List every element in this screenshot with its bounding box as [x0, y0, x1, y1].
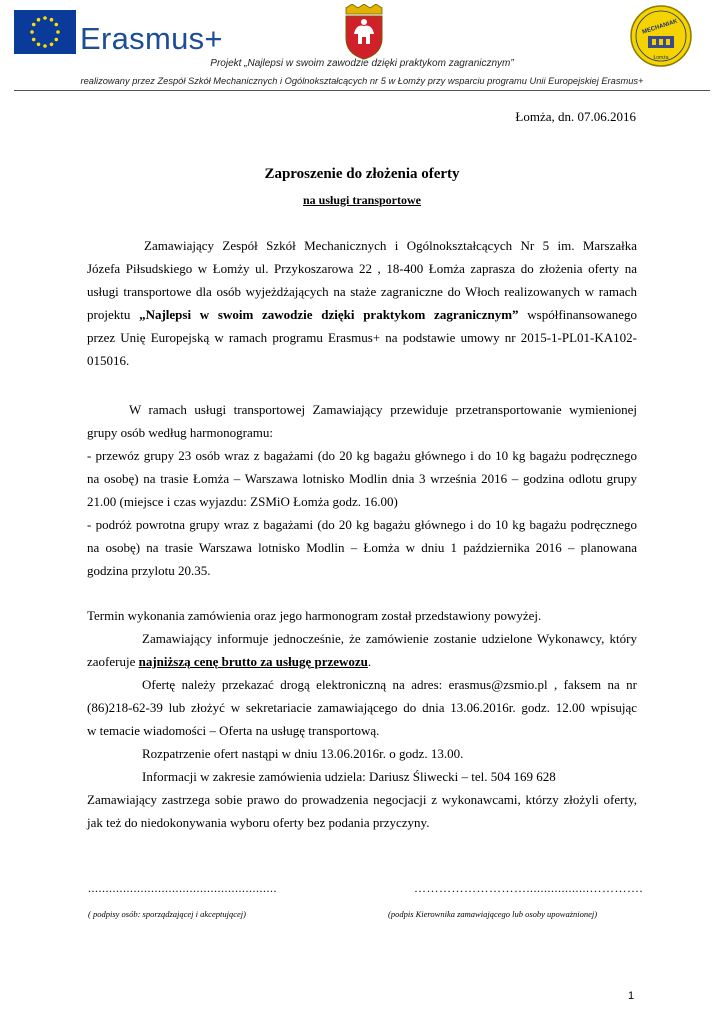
paragraph-line: na osobę) na trasie Łomża – Warszawa lotnisko Modlin dnia 3 września 2016 – godzina odlotu grupy	[87, 471, 637, 486]
document-subtitle: na usługi transportowe	[302, 193, 421, 207]
paragraph-line: Ofertę należy przekazać drogą elektroniczną na adres: erasmus@zsmio.pl , faksem na nr	[142, 677, 637, 692]
text-fragment: zaoferuje	[87, 654, 136, 669]
badge-city: Łomża	[653, 55, 669, 61]
paragraph-invitation	[87, 234, 637, 372]
paragraph-line: Termin wykonania zamówienia oraz jego harmonogram został przedstawiony powyżej.	[87, 608, 542, 623]
erasmus-logo-text: Erasmus+	[80, 21, 223, 56]
text-fragment: .	[367, 654, 372, 669]
signature-line-right: ………………………..................………….	[414, 881, 643, 895]
paragraph-line: 015016.	[87, 353, 130, 368]
realized-line: realizowany przez Zespół Szkół Mechanicznych i Ogólnokształcących nr 5 w Łomży przy wsparciu programu Unii Europejskiej Erasmus+	[80, 76, 644, 86]
project-name: „Najlepsi w swoim zawodzie dzięki praktykom zagranicznym”	[139, 307, 519, 322]
paragraph-line: usługi transportowe dla osób wyjeżdżających na staże zagraniczne do Włoch realizowanych w ramach	[87, 284, 637, 299]
paragraph-schedule	[87, 398, 637, 582]
paragraph-line: 21.00 (miejsce i czas wyjazdu: ZSMiO Łomża godz. 16.00)	[87, 494, 398, 509]
paragraph-line: W ramach usługi transportowej Zamawiający przewiduje przetransportowanie wymienionej	[129, 402, 637, 417]
paragraph-line: - podróż powrotna grupy wraz z bagażami (do 20 kg bagażu głównego i do 10 kg bagażu podręcznego	[87, 517, 637, 532]
eu-flag-icon	[14, 10, 76, 54]
paragraph-line: - przewóz grupy 23 osób wraz z bagażami (do 20 kg bagażu głównego i do 10 kg bagażu podręcznego	[87, 448, 637, 463]
paragraph-line: godzina przylotu 20.35.	[87, 563, 211, 578]
paragraph-line: grupy osób według harmonogramu:	[87, 425, 273, 440]
text-fragment: projektu	[87, 307, 131, 322]
price-criterion: najniższą cenę brutto za usługę przewozu	[138, 654, 368, 669]
paragraph-terms	[87, 604, 637, 834]
paragraph-line: (86)218-62-39 lub złożyć w sekretariacie zamawiającego do dnia 13.06.2016r. godz. 12.00 wpisując	[87, 700, 637, 715]
paragraph-line: Informacji w zakresie zamówienia udziela: Dariusz Śliwecki – tel. 504 169 628	[142, 769, 556, 784]
paragraph-line: przez Unię Europejską w ramach programu Erasmus+ na podstawie umowy nr 2015-1-PL01-KA102-	[87, 330, 637, 345]
signature-line-left: ......................................................	[88, 881, 277, 895]
badge-title: MECHANIAK	[641, 18, 679, 36]
document-date: Łomża, dn. 07.06.2016	[515, 109, 636, 124]
lomza-crest-icon	[342, 4, 386, 60]
header-divider	[14, 90, 710, 91]
paragraph-line: Rozpatrzenie ofert nastąpi w dniu 13.06.2016r. o godz. 13.00.	[142, 746, 464, 761]
text-fragment: współfinansowanego	[527, 307, 638, 322]
paragraph-line: Józefa Piłsudskiego w Łomży ul. Przykoszarowa 22 , 18-400 Łomża zaprasza do złożenia oferty na	[87, 261, 637, 276]
page-number: 1	[628, 990, 635, 1002]
paragraph-line: jak też do niedokonywania wyboru oferty bez podania przyczyny.	[87, 815, 430, 830]
paragraph-line: Zamawiający Zespół Szkół Mechanicznych i Ogólnokształcących Nr 5 im. Marszałka	[144, 238, 637, 253]
paragraph-line: na osobę) na trasie Warszawa lotnisko Modlin – Łomża w dniu 1 października 2016 – planowana	[87, 540, 637, 555]
signature-caption-right: (podpis Kierownika zamawiającego lub osoby upoważnionej)	[388, 909, 598, 919]
paragraph-line: Zamawiający zastrzega sobie prawo do prowadzenia negocjacji z wykonawcami, którzy złożyli oferty,	[87, 792, 637, 807]
paragraph-line	[87, 303, 637, 326]
paragraph-line: w temacie wiadomości – Oferta na usługę transportową.	[87, 723, 380, 738]
paragraph-line: Zamawiający informuje jednocześnie, że zamówienie zostanie udzielone Wykonawcy, który	[142, 631, 637, 646]
paragraph-line	[87, 650, 637, 673]
signature-caption-left: ( podpisy osób: sporządzającej i akceptującej)	[88, 909, 246, 919]
document-title: Zaproszenie do złożenia oferty	[264, 166, 460, 182]
project-line: Projekt „Najlepsi w swoim zawodzie dzięki praktykom zagranicznym”	[210, 58, 514, 69]
